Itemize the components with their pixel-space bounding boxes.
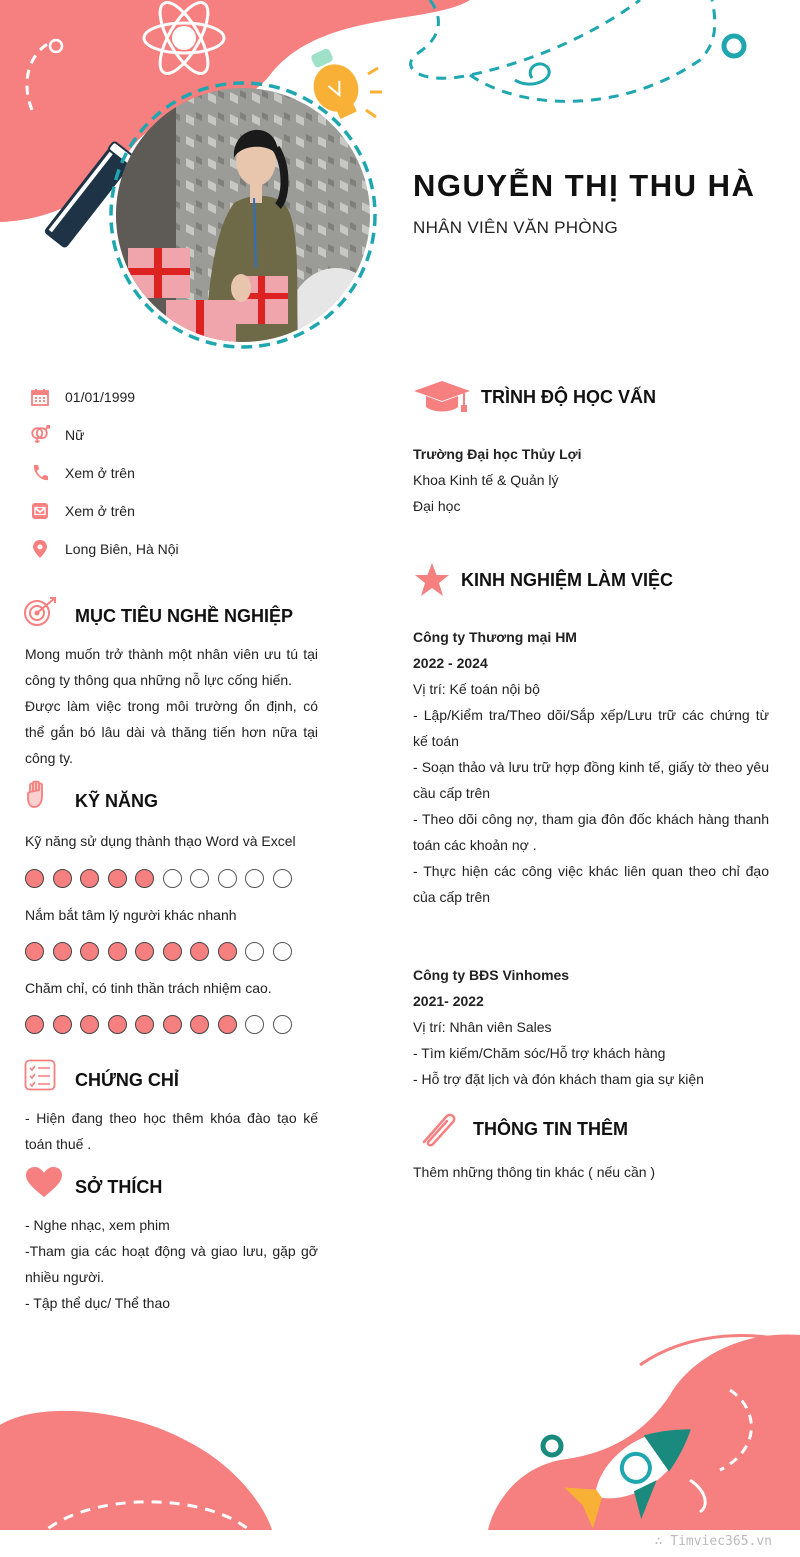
certificates-heading: CHỨNG CHỈ [75, 1070, 179, 1090]
job-position: Vị trí: Nhân viên Sales [413, 1019, 552, 1035]
job-company: Công ty BĐS Vinhomes [413, 967, 570, 983]
checklist-icon [24, 1059, 56, 1091]
email-icon [30, 501, 50, 521]
contact-birthday [30, 385, 136, 409]
calendar-icon [30, 387, 50, 407]
address-value: Long Biên, Hà Nội [65, 541, 179, 557]
hobby-item: -Tham gia các hoạt động và giao lưu, gặp gỡ nhiều người. [25, 1243, 318, 1285]
job-duty: - Tìm kiếm/Chăm sóc/Hỗ trợ khách hàng [413, 1045, 666, 1061]
rating-dot-filled [190, 1015, 209, 1034]
objective-heading: MỤC TIÊU NGHỀ NGHIỆP [75, 606, 294, 626]
hobby-item: - Nghe nhạc, xem phim [25, 1217, 170, 1233]
phone-value: Xem ở trên [65, 465, 135, 481]
gender-icon [30, 425, 50, 445]
brand-watermark: ∴ Timviec365.vn [654, 1534, 772, 1549]
rating-dot-filled [25, 869, 44, 888]
rating-dot-filled [218, 1015, 237, 1034]
rating-dot-empty [273, 869, 292, 888]
contact-email [30, 499, 135, 523]
skill-label: Chăm chỉ, có tinh thần trách nhiệm cao. [25, 980, 272, 996]
job-company: Công ty Thương mại HM [413, 629, 577, 645]
objective-line: Được làm việc trong môi trường ổn định, có thể gắn bó lâu dài và thăng tiến hơn nữa tại công ty. [25, 698, 318, 766]
contact-gender [30, 423, 85, 447]
graduation-cap-icon [414, 380, 470, 414]
rating-dot-filled [80, 869, 99, 888]
job-period: 2022 - 2024 [413, 655, 488, 671]
education-faculty: Khoa Kinh tế & Quản lý [413, 472, 559, 488]
rating-dot-filled [25, 1015, 44, 1034]
skill-rating [25, 942, 292, 961]
rating-dot-empty [245, 1015, 264, 1034]
extra-text: Thêm những thông tin khác ( nếu cần ) [413, 1164, 656, 1180]
contact-address [30, 537, 179, 561]
hobbies-heading: SỞ THÍCH [75, 1177, 163, 1197]
rating-dot-filled [163, 1015, 182, 1034]
hobby-item: - Tập thể dục/ Thể thao [25, 1295, 171, 1311]
rating-dot-empty [273, 942, 292, 961]
skill-rating [25, 1015, 292, 1034]
brand-text: Timviec365.vn [670, 1534, 772, 1549]
rating-dot-empty [245, 942, 264, 961]
education-details [413, 441, 773, 519]
rating-dot-filled [108, 1015, 127, 1034]
skills-heading: KỸ NĂNG [75, 791, 159, 811]
rating-dot-empty [190, 869, 209, 888]
education-heading: TRÌNH ĐỘ HỌC VẤN [481, 387, 656, 407]
rating-dot-filled [218, 942, 237, 961]
rating-dot-filled [53, 1015, 72, 1034]
job-period: 2021- 2022 [413, 993, 484, 1009]
rating-dot-filled [80, 942, 99, 961]
rating-dot-filled [53, 869, 72, 888]
rating-dot-empty [273, 1015, 292, 1034]
job-duty: - Hỗ trợ đặt lịch và đón khách tham gia sự kiện [413, 1071, 704, 1087]
skill-rating [25, 869, 292, 888]
heart-icon [25, 1166, 63, 1198]
paperclip-icon [416, 1108, 460, 1148]
rating-dot-empty [163, 869, 182, 888]
job-duty: - Theo dõi công nợ, tham gia đôn đốc khách hàng thanh toán các khoản nợ . [413, 811, 769, 853]
email-value: Xem ở trên [65, 503, 135, 519]
skill-label: Kỹ năng sử dụng thành thạo Word và Excel [25, 833, 296, 849]
job-entry [413, 962, 769, 1092]
phone-icon [30, 463, 50, 483]
rating-dot-filled [53, 942, 72, 961]
education-school: Trường Đại học Thủy Lợi [413, 446, 582, 462]
gender-value: Nữ [65, 427, 85, 443]
rating-dot-filled [135, 942, 154, 961]
rating-dot-filled [80, 1015, 99, 1034]
rating-dot-filled [108, 942, 127, 961]
star-icon [414, 562, 450, 598]
rating-dot-empty [218, 869, 237, 888]
location-pin-icon [30, 539, 50, 559]
job-duty: - Soạn thảo và lưu trữ hợp đồng kinh tế, giấy tờ theo yêu cầu cấp trên [413, 759, 769, 801]
job-duty: - Lập/Kiểm tra/Theo dõi/Sắp xếp/Lưu trữ các chứng từ kế toán [413, 707, 769, 749]
rating-dot-filled [25, 942, 44, 961]
rating-dot-filled [190, 942, 209, 961]
contact-phone [30, 461, 135, 485]
candidate-name: NGUYỄN THỊ THU HÀ [413, 168, 756, 203]
job-title: NHÂN VIÊN VĂN PHÒNG [413, 218, 619, 237]
rating-dot-filled [135, 1015, 154, 1034]
target-icon [23, 596, 59, 628]
experience-heading: KINH NGHIỆM LÀM VIỆC [461, 570, 674, 590]
birthday-value: 01/01/1999 [65, 389, 136, 405]
job-duty: - Thực hiện các công việc khác liên quan theo chỉ đạo của cấp trên [413, 863, 769, 905]
rating-dot-filled [108, 869, 127, 888]
rating-dot-empty [245, 869, 264, 888]
extra-heading: THÔNG TIN THÊM [473, 1119, 628, 1139]
certificates-text: - Hiện đang theo học thêm khóa đào tạo kế toán thuế . [25, 1110, 318, 1152]
hobbies-text [25, 1212, 318, 1316]
skill-label: Nắm bắt tâm lý người khác nhanh [25, 907, 237, 923]
rating-dot-filled [163, 942, 182, 961]
education-degree: Đại học [413, 498, 461, 514]
job-position: Vị trí: Kế toán nội bộ [413, 681, 540, 697]
job-entry [413, 624, 769, 910]
hand-icon [26, 780, 48, 810]
profile-photo [116, 88, 370, 342]
rating-dot-filled [135, 869, 154, 888]
objective-line: Mong muốn trở thành một nhân viên ưu tú tại công ty thông qua những nỗ lực cống hiến. [25, 646, 318, 688]
objective-text [25, 641, 318, 771]
